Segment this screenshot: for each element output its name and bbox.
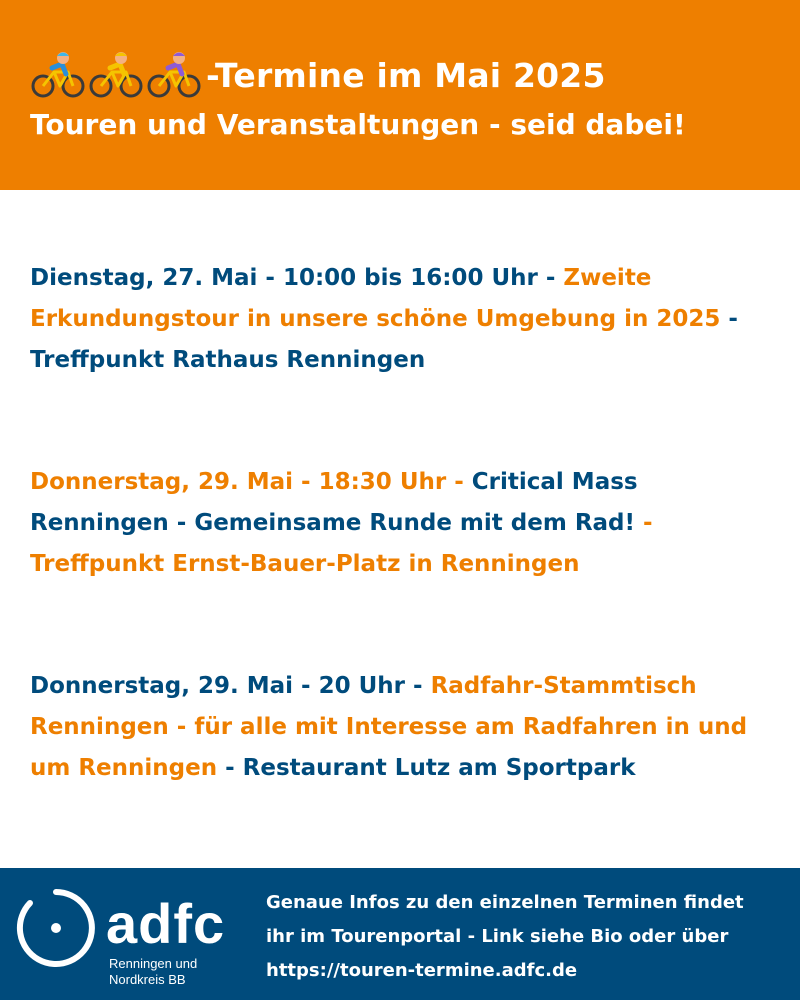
event-location: - Restaurant Lutz am Sportpark bbox=[217, 755, 636, 781]
bicyclist-icon bbox=[146, 50, 202, 100]
title-row bbox=[30, 50, 606, 100]
event-title: Zweite Erkundungstour in unsere schöne Umgebung in 2025 bbox=[30, 265, 721, 332]
adfc-logo bbox=[16, 882, 246, 992]
footer-info-line: ihr im Tourenportal - Link siehe Bio oder über bbox=[266, 926, 729, 947]
event-location: - Treffpunkt Ernst-Bauer-Platz in Renningen bbox=[30, 510, 653, 577]
event-location: - Treffpunkt Rathaus Renningen bbox=[30, 306, 738, 373]
event-item-2 bbox=[30, 462, 780, 585]
page-title: -Termine im Mai 2025 bbox=[206, 55, 606, 95]
event-title: Radfahr-Stammtisch Renningen - für alle mit Interesse am Radfahren in und um Renningen bbox=[30, 673, 748, 781]
footer-info bbox=[266, 886, 786, 988]
wheel-icon bbox=[16, 888, 96, 968]
event-date-time: Donnerstag, 29. Mai - 20 Uhr - bbox=[30, 673, 431, 699]
bicyclist-icon bbox=[30, 50, 86, 100]
bicyclist-icon bbox=[88, 50, 144, 100]
event-item-1 bbox=[30, 258, 780, 381]
page-subtitle: Touren und Veranstaltungen - seid dabei! bbox=[30, 108, 686, 141]
footer-banner bbox=[0, 868, 800, 1000]
header-banner bbox=[0, 0, 800, 190]
event-date-time: Donnerstag, 29. Mai - 18:30 Uhr - bbox=[30, 469, 472, 495]
logo-subtitle-line: Nordkreis BB bbox=[109, 972, 186, 987]
event-item-3 bbox=[30, 666, 780, 789]
bicyclist-icons bbox=[30, 50, 202, 100]
logo-wordmark: adfc bbox=[106, 892, 226, 955]
footer-link: https://touren-termine.adfc.de bbox=[266, 960, 578, 981]
event-title: Critical Mass Renningen - Gemeinsame Runde mit dem Rad! bbox=[30, 469, 638, 536]
logo-subtitle bbox=[109, 956, 197, 988]
event-date-time: Dienstag, 27. Mai - 10:00 bis 16:00 Uhr - bbox=[30, 265, 564, 291]
footer-info-line: Genaue Infos zu den einzelnen Terminen findet bbox=[266, 892, 744, 913]
logo-subtitle-line: Renningen und bbox=[109, 956, 198, 971]
